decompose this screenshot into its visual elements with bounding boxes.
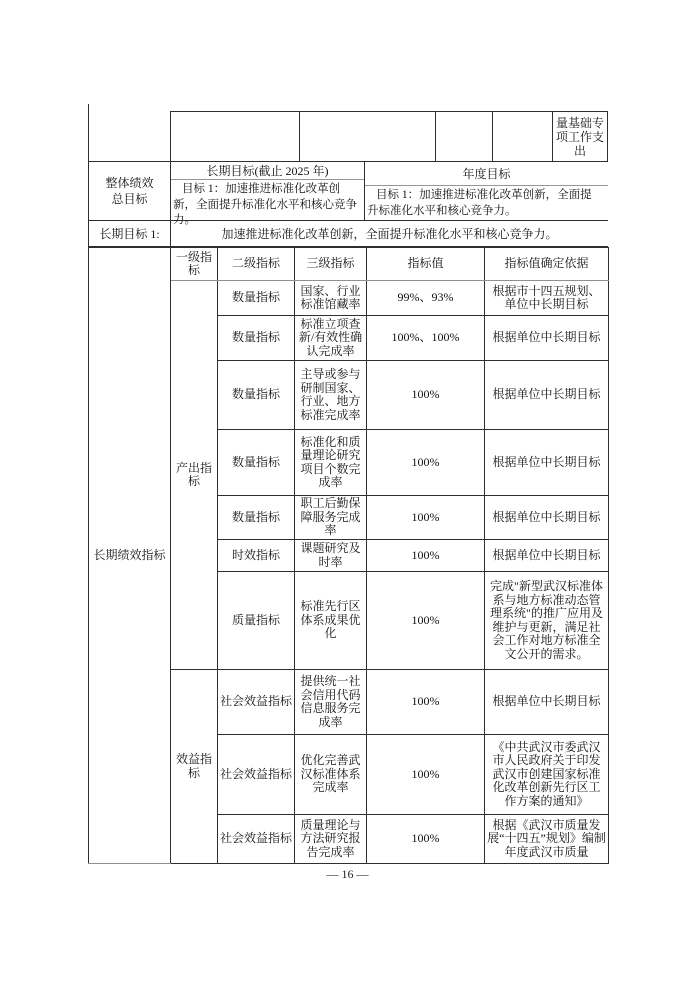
basis-cell: 根据单位中长期目标 — [485, 496, 609, 540]
level2-indicator-cell: 社会效益指标 — [218, 735, 295, 815]
level2-indicator-cell: 数量指标 — [218, 361, 295, 430]
continuation-cell — [300, 111, 436, 162]
continuation-cell — [436, 111, 493, 162]
annual-goal-column — [365, 162, 608, 220]
header-value: 指标值 — [367, 248, 485, 281]
indicator-value-cell: 100% — [367, 815, 485, 864]
basis-cell: 根据《武汉市质量发展“十四五”规划》编制年度武汉市质量 — [485, 815, 609, 864]
level3-indicator-cell: 优化完善武汉标准体系完成率 — [295, 735, 367, 815]
basis-cell: 根据单位中长期目标 — [485, 670, 609, 735]
continuation-cell-text: 量基础专项工作支出 — [553, 111, 608, 162]
annual-goal-header: 年度目标 — [365, 162, 608, 186]
indicator-value-cell: 100%、100% — [367, 316, 485, 361]
long-term-goal-1-content: 加速推进标准化改革创新，全面提升标准化水平和核心竞争力。 — [221, 227, 558, 241]
long-term-goal-text: 目标 1：加速推进标准化改革创新，全面提升标准化水平和核心竞争力。 — [173, 183, 357, 226]
indicator-value-cell: 100% — [367, 735, 485, 815]
long-term-goal-column — [171, 162, 365, 226]
level2-indicator-cell: 社会效益指标 — [218, 815, 295, 864]
long-term-goal-header: 长期目标(截止 2025 年) — [171, 162, 364, 180]
continuation-cell — [89, 111, 171, 162]
basis-cell: 完成"新型武汉标准体系与地方标准动态管理系统"的推广应用及维护与更新，满足社会工作对地方标准全文公开的需求。 — [485, 572, 609, 670]
indicator-value-cell: 100% — [367, 572, 485, 670]
annual-goal-text: 目标 1：加速推进标准化改革创新，全面提升标准化水平和核心竞争力。 — [367, 189, 592, 217]
level2-indicator-cell: 社会效益指标 — [218, 670, 295, 735]
basis-cell: 《中共武汉市委武汉市人民政府关于印发武汉市创建国家标准化改革创新先行区工作方案的通知》 — [485, 735, 609, 815]
header-level2: 二级指标 — [218, 248, 295, 281]
level3-indicator-cell: 课题研究及时率 — [295, 540, 367, 572]
level2-indicator-cell: 数量指标 — [218, 281, 295, 316]
overall-goal-section — [88, 162, 608, 226]
basis-cell: 根据单位中长期目标 — [485, 316, 609, 361]
level3-indicator-cell: 国家、行业标准馆藏率 — [295, 281, 367, 316]
continuation-row — [88, 111, 608, 162]
level1-indicator-cell: 产出指标 — [171, 281, 218, 670]
level2-indicator-cell: 质量指标 — [218, 572, 295, 670]
header-level1: 一级指标 — [171, 248, 218, 281]
page-number: — 16 — — [326, 867, 369, 881]
indicator-value-cell: 100% — [367, 540, 485, 572]
level3-indicator-cell: 提供统一社会信用代码信息服务完成率 — [295, 670, 367, 735]
indicator-value-cell: 100% — [367, 430, 485, 496]
table-left-border-stub — [88, 104, 89, 111]
level3-indicator-cell: 标准化和质量理论研究项目个数完成率 — [295, 430, 367, 496]
long-term-indicators-table — [88, 247, 609, 864]
basis-cell: 根据市十四五规划、单位中长期目标 — [485, 281, 609, 316]
indicators-row-label: 长期绩效指标 — [89, 248, 171, 864]
indicator-value-cell: 100% — [367, 361, 485, 430]
basis-cell: 根据单位中长期目标 — [485, 430, 609, 496]
level2-indicator-cell: 数量指标 — [218, 430, 295, 496]
header-level3: 三级指标 — [295, 248, 367, 281]
long-term-goal-1-row — [88, 221, 608, 247]
header-basis: 指标值确定依据 — [485, 248, 609, 281]
level2-indicator-cell: 数量指标 — [218, 496, 295, 540]
level3-indicator-cell: 标准立项查新/有效性确认完成率 — [295, 316, 367, 361]
long-term-goal-1-label: 长期目标 1: — [89, 221, 171, 246]
level2-indicator-cell: 时效指标 — [218, 540, 295, 572]
level3-indicator-cell: 标准先行区体系成果优化 — [295, 572, 367, 670]
indicator-value-cell: 100% — [367, 670, 485, 735]
continuation-cell — [493, 111, 553, 162]
level3-indicator-cell: 质量理论与方法研究报告完成率 — [295, 815, 367, 864]
indicator-value-cell: 99%、93% — [367, 281, 485, 316]
overall-goal-label: 整体绩效总目标 — [89, 162, 171, 220]
indicator-value-cell: 100% — [367, 496, 485, 540]
basis-cell: 根据单位中长期目标 — [485, 540, 609, 572]
level3-indicator-cell: 职工后勤保障服务完成率 — [295, 496, 367, 540]
level3-indicator-cell: 主导或参与研制国家、行业、地方标准完成率 — [295, 361, 367, 430]
indicator-header-row — [89, 248, 609, 281]
level2-indicator-cell: 数量指标 — [218, 316, 295, 361]
continuation-cell — [171, 111, 300, 162]
basis-cell: 根据单位中长期目标 — [485, 361, 609, 430]
level1-indicator-cell: 效益指标 — [171, 670, 218, 864]
